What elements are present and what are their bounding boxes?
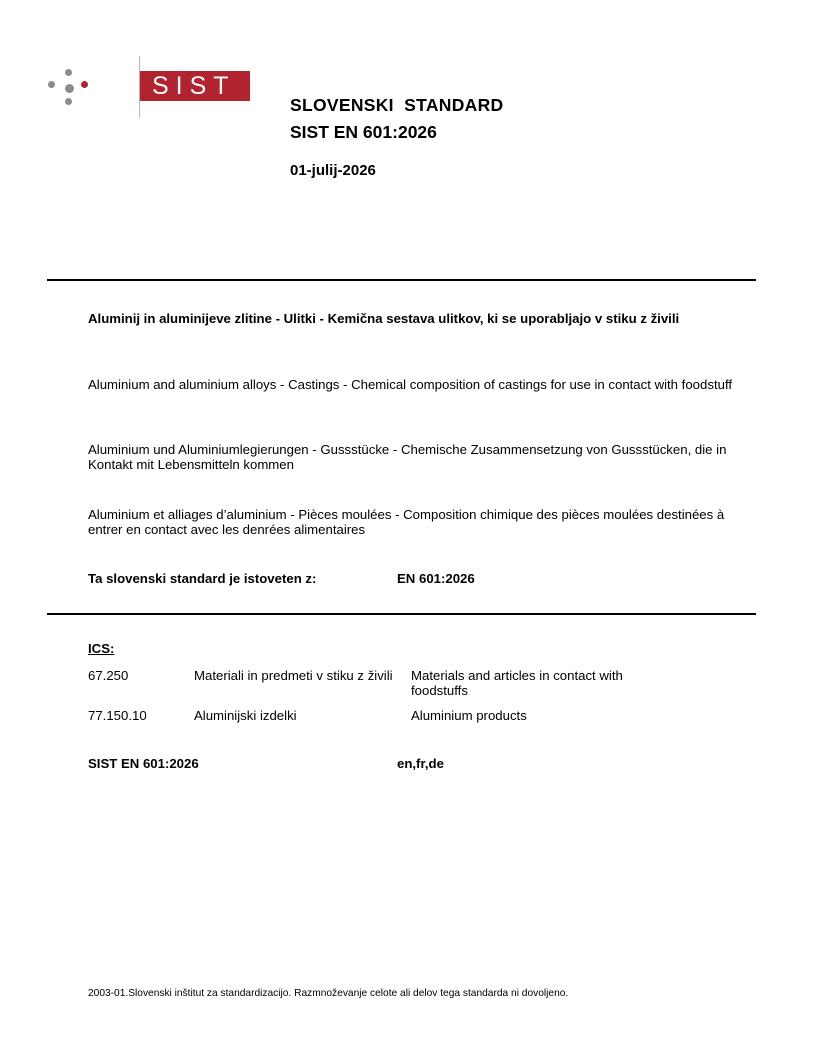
bottom-divider xyxy=(47,613,756,615)
logo-dot-bottom xyxy=(65,98,72,105)
ics-code: 77.150.10 xyxy=(88,708,147,723)
publication-date: 01-julij-2026 xyxy=(290,162,376,179)
logo-dot-top xyxy=(65,69,72,76)
title-english: Aluminium and aluminium alloys - Castings - Chemical composition of castings for use in contact with foodstuff xyxy=(88,377,733,392)
document-type: SLOVENSKI STANDARD xyxy=(290,95,504,115)
copyright-footer: 2003-01.Slovenski inštitut za standardizacijo. Razmnoževanje celote ali delov tega standarda ni dovoljeno. xyxy=(88,988,569,999)
sist-logo xyxy=(46,64,236,120)
title-slovenian: Aluminij in aluminijeve zlitine - Ulitki - Kemična sestava ulitkov, ki se uporabljajo v stiku z živili xyxy=(88,311,680,326)
logo-dot-right xyxy=(81,81,88,88)
ics-label: ICS: xyxy=(88,641,115,656)
summary-languages: en,fr,de xyxy=(397,756,444,771)
logo-divider-line xyxy=(139,56,140,118)
ics-description-sl: Materiali in predmeti v stiku z živili xyxy=(194,668,393,683)
logo-dot-center xyxy=(65,84,74,93)
ics-description-en: Aluminium products xyxy=(411,708,527,723)
logo-dot-left xyxy=(48,81,55,88)
logo-wordmark: SIST xyxy=(140,71,250,101)
identity-label: Ta slovenski standard je istoveten z: xyxy=(88,571,317,586)
ics-description-sl: Aluminijski izdelki xyxy=(194,708,297,723)
ics-code: 67.250 xyxy=(88,668,129,683)
ics-description-en: Materials and articles in contact with foodstuffs xyxy=(411,668,623,698)
title-french: Aluminium et alliages d’aluminium - Pièces moulées - Composition chimique des pièces moulées destinées à entrer en contact avec les denrées alimentaires xyxy=(88,507,725,537)
standard-number: SIST EN 601:2026 xyxy=(290,122,437,142)
identity-value: EN 601:2026 xyxy=(397,571,475,586)
summary-code: SIST EN 601:2026 xyxy=(88,756,199,771)
title-german: Aluminium und Aluminiumlegierungen - Gussstücke - Chemische Zusammensetzung von Gussstücken, die in Kontakt mit Lebensmitteln kommen xyxy=(88,442,727,472)
top-divider xyxy=(47,279,756,281)
